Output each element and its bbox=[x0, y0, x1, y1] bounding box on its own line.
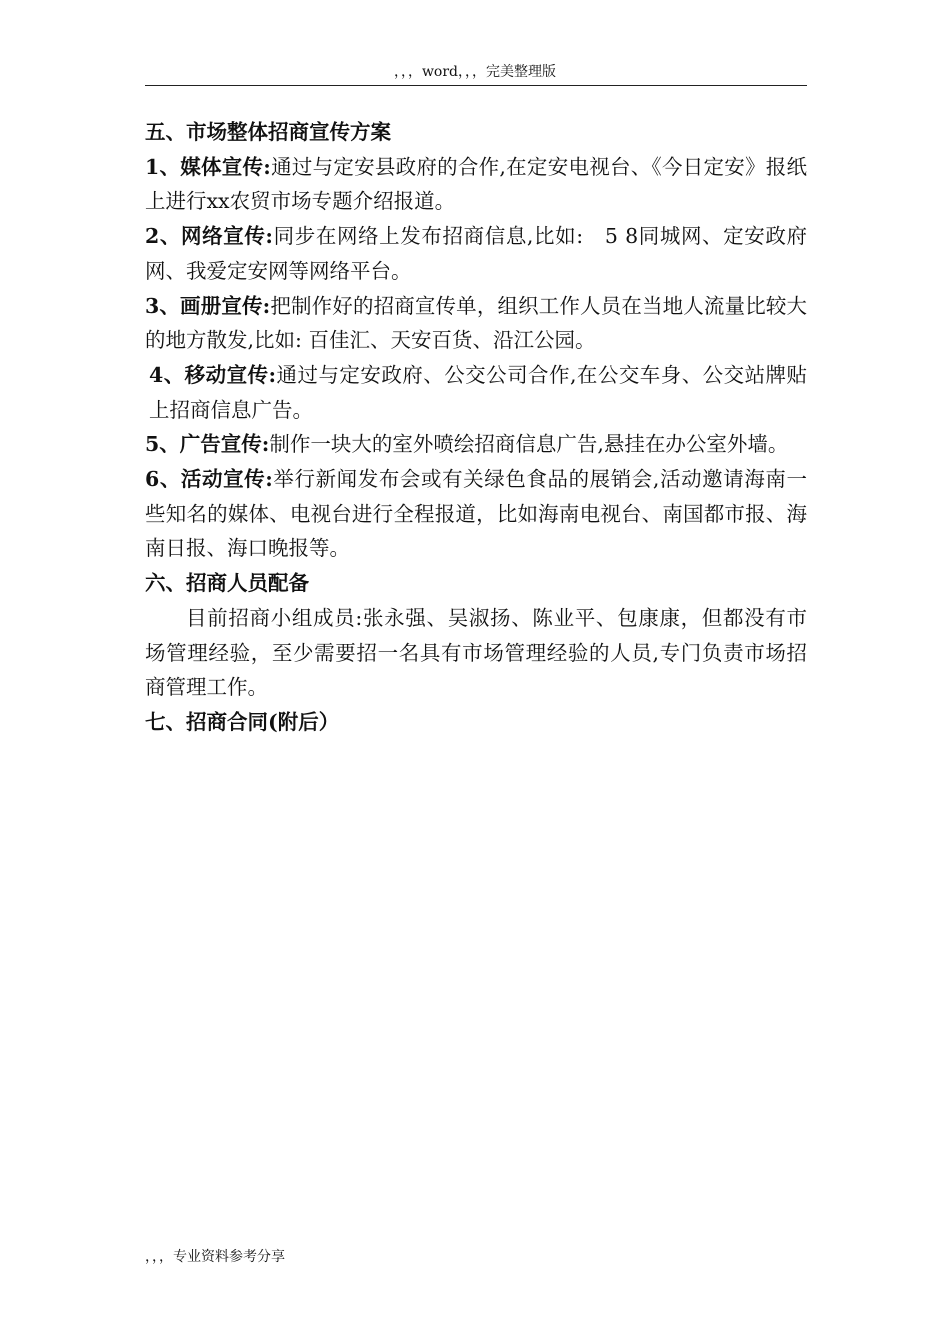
item-event-promotion bbox=[145, 462, 807, 566]
page-header: ，，，word，，，完美整理版 bbox=[393, 64, 557, 80]
item-text: 同步在网络上发布招商信息,比如: 5 8同城网、定安政府网、我爱定安网等网络平台。 bbox=[145, 224, 807, 283]
item-media-promotion bbox=[145, 150, 807, 219]
header-rule bbox=[145, 85, 807, 86]
item-label: 5、广告宣传: bbox=[145, 432, 270, 457]
page-footer: ，，，专业资料参考分享 bbox=[145, 1249, 285, 1265]
item-text: 举行新闻发布会或有关绿色食品的展销会,活动邀请海南一些知名的媒体、电视台进行全程报道，比如海南电视台、南国都市报、海南日报、海口晚报等。 bbox=[145, 467, 807, 561]
document-body bbox=[145, 115, 807, 740]
item-label: 4、移动宣传: bbox=[149, 362, 277, 387]
section-5-heading: 五、市场整体招商宣传方案 bbox=[145, 120, 391, 144]
section-7-heading: 七、招商合同(附后） bbox=[145, 709, 340, 734]
item-network-promotion bbox=[145, 219, 807, 288]
item-mobile-promotion bbox=[145, 358, 807, 427]
item-brochure-promotion bbox=[145, 289, 807, 358]
item-label: 2、网络宣传: bbox=[145, 224, 273, 249]
item-label: 3、画册宣传: bbox=[145, 293, 271, 318]
item-text: 制作一块大的室外喷绘招商信息广告,悬挂在办公室外墙。 bbox=[269, 432, 789, 457]
item-text: 通过与定安政府、公交公司合作,在公交车身、公交站牌贴上招商信息广告。 bbox=[149, 362, 807, 422]
item-advertising-promotion bbox=[145, 427, 807, 462]
section-6-heading: 六、招商人员配备 bbox=[145, 571, 309, 596]
item-text: 通过与定安县政府的合作,在定安电视台、《今日定安》报纸上进行xx农贸市场专题介绍报道。 bbox=[145, 154, 807, 214]
item-label: 1、媒体宣传: bbox=[145, 154, 271, 179]
section-6-body: 目前招商小组成员:张永强、吴淑扬、陈业平、包康康，但都没有市场管理经验，至少需要招一名具有市场管理经验的人员,专门负责市场招商管理工作。 bbox=[145, 605, 807, 700]
item-label: 6、活动宣传: bbox=[145, 467, 273, 492]
item-text: 把制作好的招商宣传单，组织工作人员在当地人流量比较大的地方散发,比如: 百佳汇、天安百货、沿江公园。 bbox=[145, 293, 808, 353]
